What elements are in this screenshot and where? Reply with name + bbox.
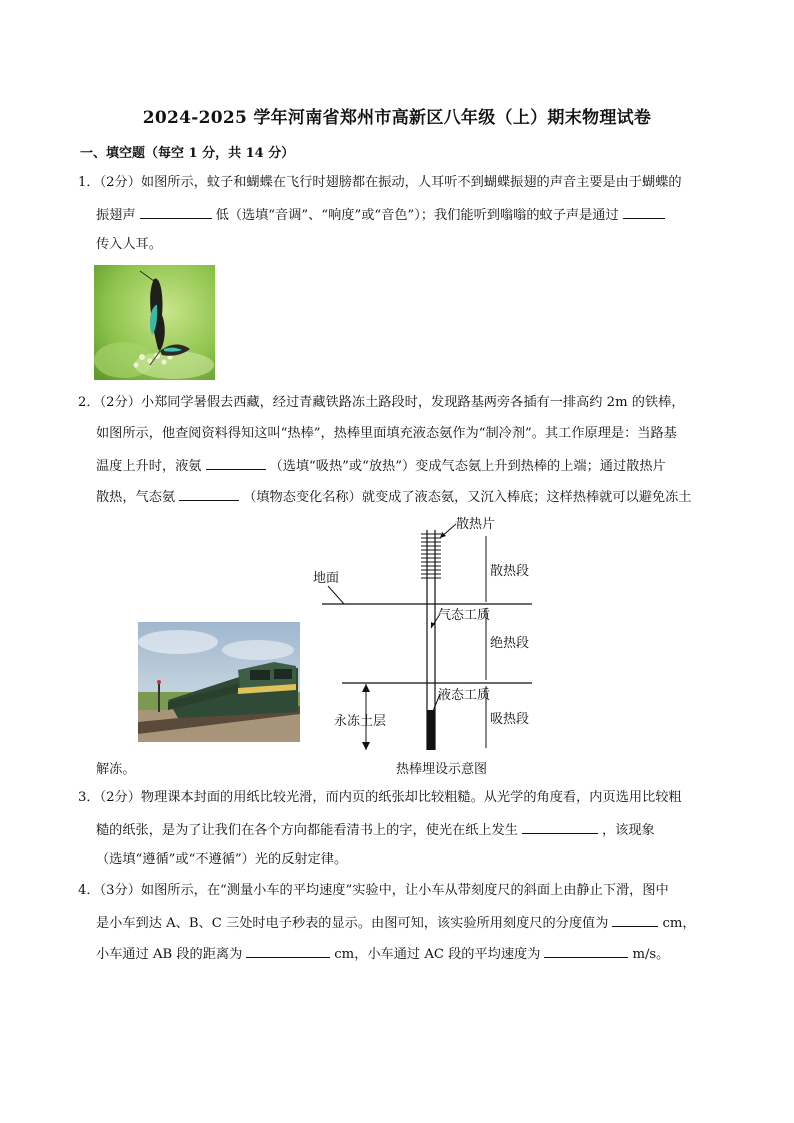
liquid-label: 液态工质 [438,688,491,703]
q4-text-d: cm，小车通过 AC 段的平均速度为 [334,947,541,962]
q4-blank-3[interactable] [544,943,628,958]
q2-blank-2[interactable] [179,486,239,501]
q2-line2: 如图所示，他查阅资料得知这叫“热棒”，热棒里面填充液态氨作为“制冷剂”。其工作原理是：当路基 [96,426,677,441]
q4-blank-1[interactable] [612,912,658,927]
fin-label: 散热片 [456,517,496,532]
gas-label: 气态工质 [438,608,491,623]
q1-line1: 1．（2分）如图所示，蚊子和蝴蝶在飞行时翅膀都在振动，人耳听不到蝴蝶振翅的声音主要是由于蝴蝶的 [78,175,682,190]
q4-blank-2[interactable] [246,943,330,958]
q1-line3: 传入人耳。 [96,237,162,252]
q1-text-a: 振翅声 [96,208,136,223]
q1-blank-1[interactable] [140,204,212,219]
q3-text-a: 糙的纸张，是为了让我们在各个方向都能看清书上的字，使光在纸上发生 [96,823,518,838]
butterfly-photo [94,265,215,380]
q4-line3 [96,943,669,965]
q1-text-b: 低（选填“音调”、“响度”或“音色”）；我们能听到嗡嗡的蚊子声是通过 [215,208,619,223]
q2-blank-1[interactable] [206,455,266,470]
q2-text-b: （选填“吸热”或“放热”）变成气态氨上升到热棒的上端；通过散热片 [269,459,666,474]
permafrost-label: 永冻土层 [334,714,387,729]
q2-text-d: （填物态变化名称）就变成了液态氨，又沉入棒底；这样热棒就可以避免冻土 [243,490,692,505]
insulate-segment-label: 绝热段 [490,636,530,651]
q1-blank-2[interactable] [623,204,665,219]
q3-line2 [96,819,655,841]
ground-leader [328,586,344,604]
q4-text-a: 是小车到达 A、B、C 三处时电子秒表的显示。由图可知，该实验所用刻度尺的分度值为 [96,916,609,931]
page-title: 2024-2025 学年河南省郑州市高新区八年级（上）期末物理试卷 [142,108,652,128]
diagram-caption: 热棒埋设示意图 [396,762,488,777]
q2-text-a: 温度上升时，液氨 [96,459,202,474]
q4-line2 [96,912,696,934]
q4-text-b: cm， [662,916,696,931]
section-heading: 一、填空题（每空 1 分，共 14 分） [80,146,295,161]
release-segment-label: 散热段 [490,564,530,579]
q2-line3 [96,455,666,477]
q2-text-c: 散热，气态氨 [96,490,176,505]
train-photo [138,622,300,742]
q2-line5: 解冻。 [96,762,136,777]
q3-line3: （选填“遵循”或“不遵循”）光的反射定律。 [96,852,348,867]
q2-line1: 2．（2分）小郑同学暑假去西藏，经过青藏铁路冻土路段时，发现路基两旁各插有一排高约 2m 的铁棒， [78,395,685,410]
q3-line1: 3．（2分）物理课本封面的用纸比较光滑，而内页的纸张却比较粗糙。从光学的角度看，内页选用比较粗 [78,790,682,805]
q4-line1: 4．（3分）如图所示，在“测量小车的平均速度”实验中，让小车从带刻度尺的斜面上由静止下滑，图中 [78,883,669,898]
q4-text-e: m/s。 [632,947,670,962]
q3-blank-1[interactable] [522,819,598,834]
q3-text-b: ，该现象 [602,823,655,838]
q2-line4 [96,486,692,508]
ground-label: 地面 [313,571,340,586]
q1-line2 [96,204,669,226]
q4-text-c: 小车通过 AB 段的距离为 [96,947,243,962]
cooling-fins [421,534,441,578]
absorb-segment-label: 吸热段 [490,712,530,727]
